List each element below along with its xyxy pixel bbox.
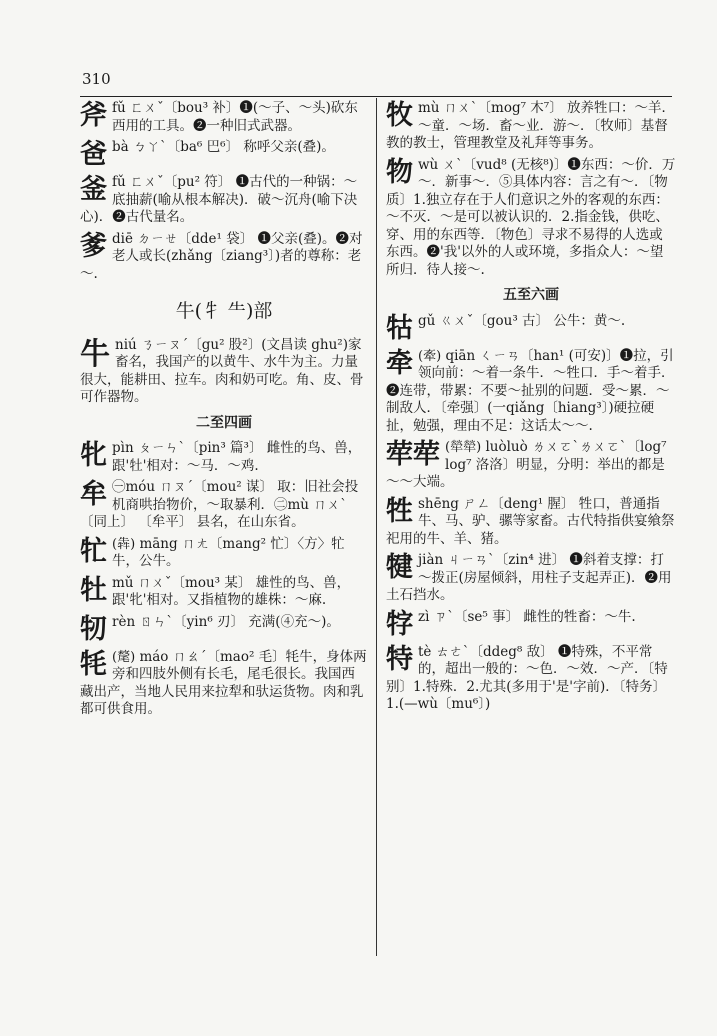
entry-text: mù ㄇㄨˋ〔mog⁷ 木⁷〕 放养牲口：～羊．～童．～场．畜～业．游～．〔牧师〕基督教的教士，管理教堂及礼拜等事务。 [386,100,676,151]
dict-entry [386,100,676,153]
column-divider [376,98,377,956]
entry-text: fǔ ㄈㄨˇ〔pu² 符〕 ❶古代的一种锅：～底抽薪(喻从根本解决)．破～沉舟(喻下决心)．❷古代量名。 [80,174,358,225]
headword: 牟 [80,479,107,510]
headword: 牛 [80,336,110,372]
entry-text: fǔ ㄈㄨˇ〔bou³ 补〕❶(～子、～头)砍东西用的工具。❷一种旧式武器。 [112,100,358,134]
entry-text: wù ㄨˋ〔vud⁸ (无核⁸)〕❶东西：～价．万～．新事～．⑤具体内容：言之有～．〔物质〕1.独立存在于人们意识之外的客观的东西：～不灭．～是可以被认识的．2.指金钱，供吃、穿、用的东西等．〔物色〕寻求不易得的人选或东西。❷'我'以外的人或环境，多指众人：～望所归．待人接～. [386,156,676,278]
left-column [80,100,368,723]
headword: 犍 [386,552,413,583]
dict-entry [386,644,676,714]
dict-entry [80,614,368,645]
header-rule [80,96,672,97]
entry-text: máo ㄇㄠˊ〔mao² 毛〕牦牛，身体两旁和四肢外侧有长毛，尾毛很长。我国西藏出产，当地人民用来拉犁和驮运货物。肉和乳都可供食用。 [80,648,367,717]
dict-entry [80,536,368,571]
right-column [386,100,676,718]
dict-entry-niu [80,337,368,407]
headword: 特 [386,643,413,675]
headword: 物 [386,156,413,188]
headword: 牝 [80,440,107,471]
entry-text: niú ㄋㄧㄡˊ〔gu² 股²〕(文昌读 ghu²)家畜名，我国产的以黄牛、水牛为主。力量很大，能耕田、拉车。肉和奶可吃。角、皮、骨可作器物。 [80,336,364,405]
section-heading: 二至四画 [196,414,252,431]
headword: 牯 [386,312,413,344]
headword: 斧 [80,100,107,131]
dict-entry [386,313,676,344]
entry-text: shēng ㄕㄥ〔deng¹ 腥〕 牲口，普通指牛、马、驴、骡等家畜。古代特指供宴飨祭祀用的牛、羊、猪。 [386,495,675,547]
entry-text: jiàn ㄐㄧㄢˋ〔zin⁴ 进〕 ❶斜着支撑：打～拨正(房屋倾斜，用柱子支起弄正)．❷用土石挡水。 [386,552,672,603]
headword: 牵 [386,347,413,379]
section-heading: 五至六画 [503,287,559,303]
entry-text: luòluò ㄌㄨㄛˋㄌㄨㄛˋ〔log⁷ log⁷ 洛洛〕明显，分明：举出的都是～～大端。 [386,439,667,490]
dict-entry [386,552,676,605]
dict-entry [80,649,368,719]
headword: 荦荦 [386,439,440,470]
entry-text: zì ㄗˋ〔se⁵ 事〕 雌性的牲畜：～牛. [418,608,636,625]
dict-entry [386,348,676,436]
dict-entry [386,609,676,640]
entry-text: mǔ ㄇㄨˇ〔mou³ 某〕 雄性的鸟、兽，跟'牝'相对。又指植物的雄株：～麻. [112,574,351,608]
variant-form: (犇) [112,536,136,552]
headword: 牧 [386,100,413,131]
dict-entry [80,440,368,475]
variant-form: (氂) [112,649,136,665]
entry-text: diē ㄉㄧㄝ〔dde¹ 袋〕 ❶父亲(叠)。❷对老人或长(zhǎng〔ziang³〕)者的尊称：老～. [80,230,363,282]
entry-text: ㊀móu ㄇㄡˊ〔mou² 谋〕 取：旧社会投机商哄抬物价，～取暴利．㊁mù ㄇㄨˋ〔同上〕 〔牟平〕 县名，在山东省。 [80,479,359,530]
dict-entry [80,479,368,532]
variant-form: (牽) [418,348,442,364]
dict-entry [80,575,368,610]
headword: 牣 [80,613,107,645]
dict-entry [80,231,368,284]
entry-text: qiān ㄑㄧㄢ〔han¹ (可安)〕❶拉，引领向前：～着一条牛．～牲口．手～着手．❷连带，带累：不要～扯别的问题．受～累．～制敌人．〔牵强〕(一qiǎng〔hiang³〕)硬拉硬扯，勉强，理由不足：这话太～～. [386,347,675,434]
headword: 牡 [80,574,107,606]
headword: 牤 [80,535,107,567]
dict-entry [80,139,368,170]
variant-form: (犖犖) [445,440,482,455]
entry-text: pìn ㄆㄧㄣˋ〔pin³ 篇³〕 雌性的鸟、兽，跟'牡'相对：～马．～鸡. [112,440,362,474]
page-number: 310 [82,70,111,88]
headword: 爹 [80,230,107,262]
entry-text: māng ㄇㄤ〔mang² 忙〕〈方〉牤牛，公牛。 [112,535,345,569]
entry-text: bà ㄅㄚˋ〔ba⁶ 巴⁶〕 称呼父亲(叠)。 [112,139,335,155]
entry-text: tè ㄊㄜˋ〔ddeg⁸ 敌〕 ❶特殊，不平常的，超出一般的：～色．～效．～产．〔特别〕1.特殊．2.尤其(多用于'是'字前)．〔特务〕1.(—wù〔mu⁶〕) [386,643,668,712]
headword: 牲 [386,495,413,527]
dict-entry [80,100,368,135]
dict-entry [386,157,676,280]
radical-header: 牛(牜 ⺧)部 [175,300,273,322]
headword: 牦 [80,648,107,680]
headword: 釜 [80,174,107,205]
dict-entry [386,439,676,492]
dict-entry [80,174,368,227]
dict-entry [386,496,676,549]
entry-text: rèn ㄖㄣˋ〔yin⁶ 刃〕 充满(④充～)。 [112,613,340,630]
headword: 爸 [80,139,107,170]
entry-text: gǔ ㄍㄨˇ〔gou³ 古〕 公牛：黄～. [418,312,626,329]
headword: 牸 [386,608,413,640]
